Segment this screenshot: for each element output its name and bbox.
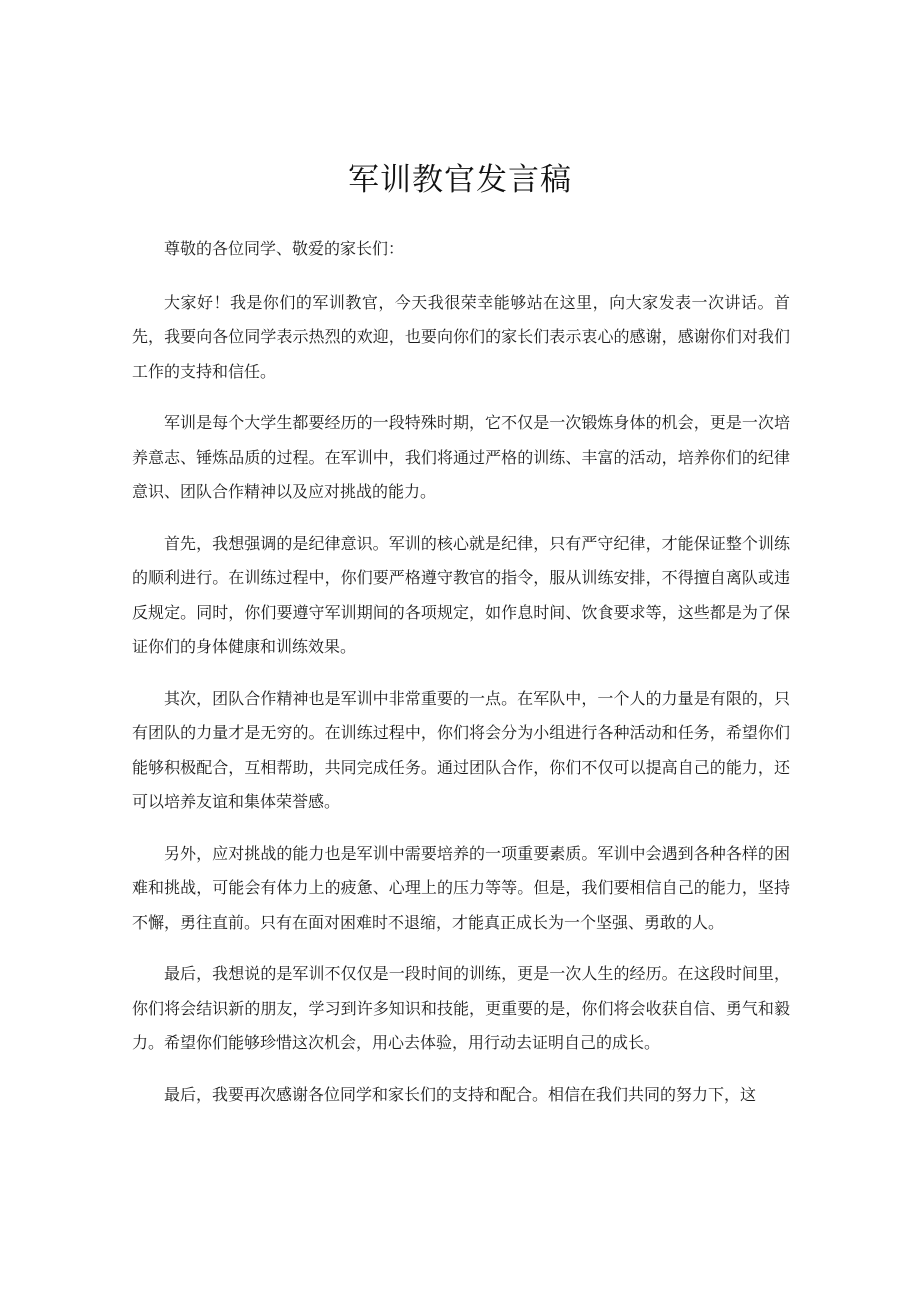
paragraph-discipline: 首先，我想强调的是纪律意识。军训的核心就是纪律，只有严守纪律，才能保证整个训练的顺利进行。在训练过程中，你们要严格遵守教官的指令，服从训练安排，不得擅自离队或违反规定。同时，你们要遵守军训期间的各项规定，如作息时间、饮食要求等，这些都是为了保证你们的身体健康和训练效果。 [132, 533, 790, 656]
document-title: 军训教官发言稿 [348, 162, 572, 198]
paragraph-military-training-intro: 军训是每个大学生都要经历的一段特殊时期，它不仅是一次锻炼身体的机会，更是一次培养意志、锤炼品质的过程。在军训中，我们将通过严格的训练、丰富的活动，培养你们的纪律意识、团队合作精神以及应对挑战的能力。 [132, 413, 790, 501]
paragraph-challenges: 另外，应对挑战的能力也是军训中需要培养的一项重要素质。军训中会遇到各种各样的困难和挑战，可能会有体力上的疲惫、心理上的压力等等。但是，我们要相信自己的能力，坚持不懈，勇往直前。只有在面对困难时不退缩，才能真正成长为一个坚强、勇敢的人。 [132, 843, 790, 932]
document-body [132, 232, 790, 1129]
paragraph-greeting: 大家好！我是你们的军训教官，今天我很荣幸能够站在这里，向大家发表一次讲话。首先，我要向各位同学表示热烈的欢迎，也要向你们的家长们表示衷心的感谢，感谢你们对我们工作的支持和信任。 [132, 292, 790, 381]
salutation: 尊敬的各位同学、敬爱的家长们： [164, 239, 405, 258]
paragraph-closing-thanks: 最后，我要再次感谢各位同学和家长们的支持和配合。相信在我们共同的努力下，这 [164, 1084, 757, 1104]
paragraph-life-experience: 最后，我想说的是军训不仅仅是一段时间的训练，更是一次人生的经历。在这段时间里，你们将会结识新的朋友，学习到许多知识和技能，更重要的是，你们将会收获自信、勇气和毅力。希望你们能够珍惜这次机会，用心去体验，用行动去证明自己的成长。 [132, 964, 790, 1052]
paragraph-teamwork: 其次，团队合作精神也是军训中非常重要的一点。在军队中，一个人的力量是有限的，只有团队的力量才是无穷的。在训练过程中，你们将会分为小组进行各种活动和任务，希望你们能够积极配合，互相帮助，共同完成任务。通过团队合作，你们不仅可以提高自己的能力，还可以培养友谊和集体荣誉感。 [132, 688, 790, 811]
